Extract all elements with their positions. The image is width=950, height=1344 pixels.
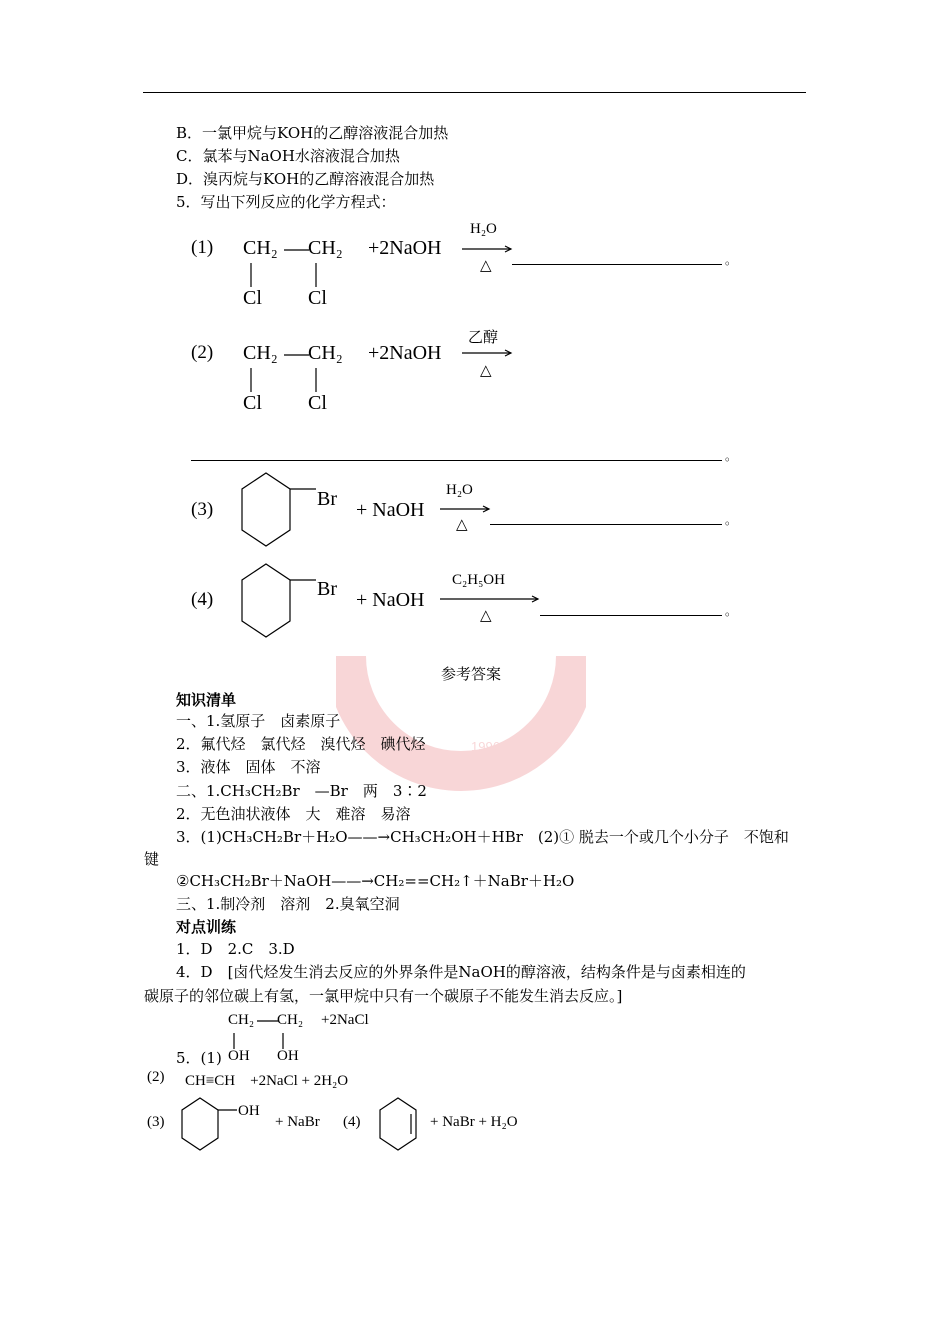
ch2-right: CH₂ xyxy=(308,342,343,364)
reagent: + NaOH xyxy=(356,589,425,611)
answer-line: 3．液体 固体 不溶 xyxy=(176,758,321,776)
section-heading: 对点训练 xyxy=(176,918,237,936)
condition-top: C₂H₅OH xyxy=(452,572,505,588)
answer-3-label: (3) xyxy=(147,1114,165,1130)
answer-2-label: (2) xyxy=(147,1069,165,1085)
condition-top: H₂O xyxy=(446,482,473,498)
answer-line: 2．氟代烃 氯代烃 溴代烃 碘代烃 xyxy=(176,735,426,753)
product-nabr: + NaBr xyxy=(275,1114,320,1130)
period: 。 xyxy=(725,449,738,463)
oh-right: OH xyxy=(277,1048,299,1064)
question-5: 5．写出下列反应的化学方程式： xyxy=(176,193,396,211)
ch2-right: CH₂ xyxy=(277,1012,304,1028)
answer-line: 三、1.制冷剂 溶剂 2.臭氧空洞 xyxy=(176,895,400,913)
answer-title: 参考答案 xyxy=(441,665,502,683)
condition-top: H₂O xyxy=(470,221,497,237)
section-heading: 知识清单 xyxy=(176,691,237,709)
reaction-3-label: (3) xyxy=(191,499,214,520)
condition-heat: △ xyxy=(480,258,492,274)
answer-line: 碳原子的邻位碳上有氢，一氯甲烷中只有一个碳原子不能发生消去反应。] xyxy=(144,987,623,1005)
answer-4-label: (4) xyxy=(343,1114,361,1130)
answer-line: 1．D 2.C 3.D xyxy=(176,940,295,958)
reagent: +2NaOH xyxy=(368,237,442,259)
answer-line: 键 xyxy=(144,850,160,868)
period: 。 xyxy=(725,513,738,527)
reaction-4-label: (4) xyxy=(191,589,214,610)
reaction-2-label: (2) xyxy=(191,342,214,363)
oh-left: OH xyxy=(228,1048,250,1064)
oh-group: OH xyxy=(238,1103,260,1119)
condition-heat: △ xyxy=(480,608,492,624)
condition-heat: △ xyxy=(480,363,492,379)
condition-top: 乙醇 xyxy=(468,330,499,346)
answer-line: 一、1.氢原子 卤素原子 xyxy=(176,712,341,730)
option-d: D．溴丙烷与KOH的乙醇溶液混合加热 xyxy=(176,170,435,188)
ch2-left: CH₂ xyxy=(228,1012,255,1028)
product-nacl: +2NaCl xyxy=(321,1012,369,1028)
cl-left: Cl xyxy=(243,392,262,414)
br-group: Br xyxy=(317,488,337,510)
cl-right: Cl xyxy=(308,392,327,414)
option-c: C．氯苯与NaOH水溶液混合加热 xyxy=(176,147,400,165)
ch2-left: CH₂ xyxy=(243,342,278,364)
cl-left: Cl xyxy=(243,287,262,309)
watermark-year: 1996 xyxy=(471,739,500,754)
ch2-left: CH₂ xyxy=(243,237,278,259)
reagent: +2NaOH xyxy=(368,342,442,364)
cl-right: Cl xyxy=(308,287,327,309)
reagent: + NaOH xyxy=(356,499,425,521)
answer-line: 二、1.CH₃CH₂Br —Br 两 3∶2 xyxy=(176,782,427,800)
answer-line: 2．无色油状液体 大 难溶 易溶 xyxy=(176,805,411,823)
ch2-right: CH₂ xyxy=(308,237,343,259)
option-b: B．一氯甲烷与KOH的乙醇溶液混合加热 xyxy=(176,124,449,142)
answer-line: 3．(1)CH₃CH₂Br＋H₂O——→CH₃CH₂OH＋HBr (2)① 脱去一个或几个小分子 不饱和 xyxy=(176,828,789,846)
period: 。 xyxy=(725,253,738,267)
answer-5-prefix: 5．(1) xyxy=(176,1049,222,1067)
answer-line: 4．D [卤代烃发生消去反应的外界条件是NaOH的醇溶液，结构条件是与卤素相连的 xyxy=(176,963,746,981)
period: 。 xyxy=(725,604,738,618)
answer-line: ②CH₃CH₂Br＋NaOH——→CH₂==CH₂↑＋NaBr＋H₂O xyxy=(176,872,575,890)
condition-heat: △ xyxy=(456,517,468,533)
answer-2-text: CH≡CH +2NaCl + 2H₂O xyxy=(185,1073,349,1089)
product-nabr-water: + NaBr + H₂O xyxy=(430,1114,518,1130)
reaction-1-label: (1) xyxy=(191,237,214,258)
br-group: Br xyxy=(317,578,337,600)
